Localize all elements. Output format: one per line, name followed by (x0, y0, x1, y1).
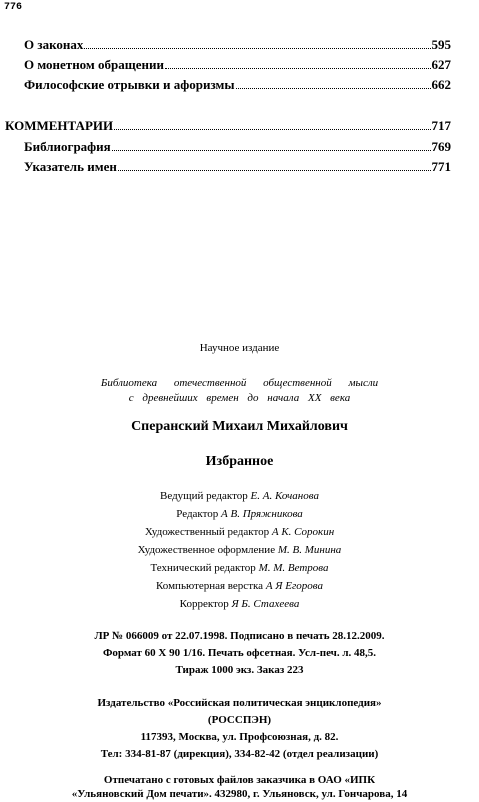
edition-type: Научное издание (199, 342, 280, 354)
staff-line (0, 489, 479, 504)
publisher-name: Издательство «Российская политическая энциклопедия» (97, 697, 382, 709)
toc-entry-title: КОММЕНТАРИИ (5, 118, 114, 133)
staff-name: А К. Сорокин (271, 526, 335, 538)
toc-entry-index (24, 159, 451, 175)
staff-role: Редактор (176, 508, 219, 520)
staff-name: М. М. Ветрова (258, 562, 329, 574)
toc-entry-title: О монетном обращении (24, 57, 164, 72)
staff-name: Е. А. Кочанова (250, 490, 319, 502)
toc-entry-laws (24, 37, 451, 53)
toc-leader (112, 150, 431, 151)
toc-entry-page: 717 (431, 118, 451, 133)
staff-name: Я Б. Стахеева (231, 598, 300, 610)
book-author: Сперанский Михаил Михайлович (131, 419, 348, 434)
toc-entry-title: О законах (24, 37, 84, 52)
printer-line-1: Отпечатано с готовых файлов заказчика в ОАО «ИПК (103, 774, 376, 786)
toc-entry-bibliography (24, 139, 451, 155)
page-number: 776 (4, 2, 23, 13)
staff-name: А В. Пряжникова (221, 508, 303, 520)
toc-entry-commentary (5, 118, 451, 134)
staff-role: Художественный редактор (144, 526, 270, 538)
toc-entry-title: Указатель имен (24, 159, 117, 174)
staff-role: Технический редактор (150, 562, 256, 574)
staff-name: А Я Егорова (265, 580, 323, 592)
toc-entry-page: 627 (431, 57, 451, 72)
staff-role: Компьютерная верстка (156, 580, 264, 592)
toc-entry-philosophy (24, 77, 451, 93)
toc-leader (114, 129, 430, 130)
toc-leader (236, 88, 431, 89)
staff-line (0, 525, 479, 540)
staff-line (0, 579, 479, 594)
publisher-phones: Тел: 334-81-87 (дирекция), 334-82-42 (отдел реализации) (100, 748, 379, 760)
license-line-2: Формат 60 X 90 1/16. Печать офсетная. Усл-печ. л. 48,5. (102, 647, 377, 659)
toc-leader (84, 48, 430, 49)
publisher-abbreviation: (РОССПЭН) (207, 714, 272, 726)
toc-entry-title: Философские отрывки и афоризмы (24, 77, 235, 92)
toc-entry-coinage (24, 57, 451, 73)
toc-entry-title: Библиография (24, 139, 111, 154)
series-title-line-2: с древнейших времен до начала XX века (128, 392, 351, 404)
staff-line (0, 597, 479, 612)
staff-line (0, 561, 479, 576)
printer-line-2: «Ульяновский Дом печати». 432980, г. Ульяновск, ул. Гончарова, 14 (71, 788, 408, 800)
license-line-1: ЛР № 066009 от 22.07.1998. Подписано в печать 28.12.2009. (94, 630, 385, 642)
toc-leader (118, 170, 431, 171)
staff-line (0, 543, 479, 558)
toc-leader (165, 68, 431, 69)
staff-name: М. В. Минина (277, 544, 342, 556)
license-line-3: Тираж 1000 экз. Заказ 223 (175, 664, 304, 676)
toc-entry-page: 662 (431, 77, 451, 92)
publisher-address: 117393, Москва, ул. Профсоюзная, д. 82. (140, 731, 339, 743)
staff-line (0, 507, 479, 522)
book-title: Избранное (205, 454, 274, 469)
staff-role: Художественное оформление (137, 544, 276, 556)
staff-role: Корректор (179, 598, 229, 610)
toc-entry-page: 771 (431, 159, 451, 174)
toc-entry-page: 595 (431, 37, 451, 52)
toc-entry-page: 769 (431, 139, 451, 154)
staff-role: Ведущий редактор (160, 490, 248, 502)
series-title-line-1: Библиотека отечественной общественной мысли (100, 377, 379, 389)
